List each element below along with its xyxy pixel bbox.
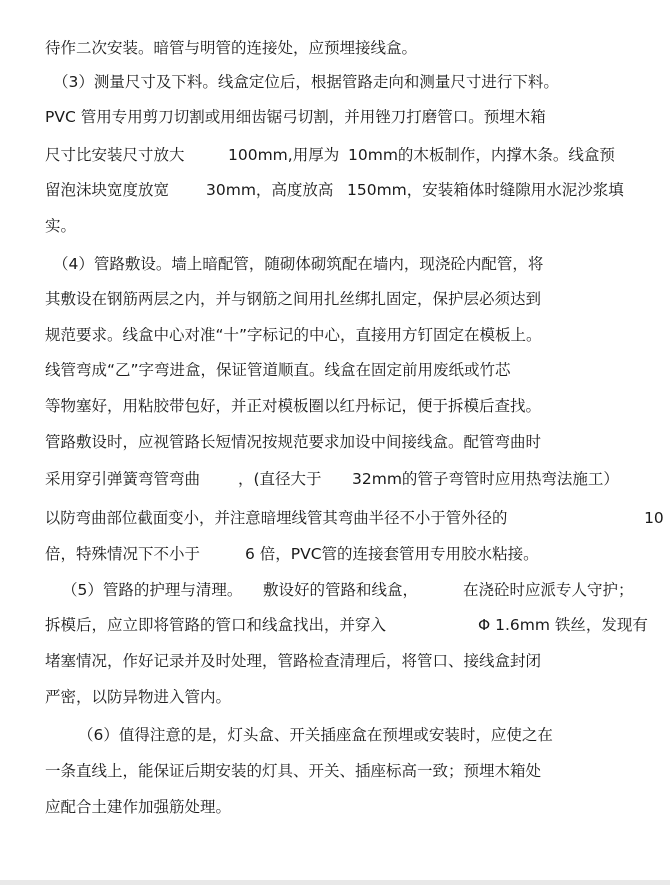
text-segment: ，(直径大于 bbox=[238, 470, 322, 488]
text-line bbox=[0, 357, 670, 383]
text-segment: 待作二次安装。暗管与明管的连接处，应预埋接线盒。 bbox=[45, 39, 418, 57]
text-segment: 规范要求。线盒中心对准“十”字标记的中心，直接用方钉固定在模板上。 bbox=[45, 326, 542, 344]
text-segment: 留泡沫块宽度放宽 bbox=[45, 181, 170, 199]
text-segment: 线管弯成“乙”字弯进盒，保证管道顺直。线盒在固定前用废纸或竹芯 bbox=[45, 361, 511, 379]
text-segment: 尺寸比安装尺寸放大 bbox=[45, 146, 185, 164]
text-line bbox=[0, 466, 670, 492]
text-segment: 30mm，高度放高 bbox=[206, 181, 334, 199]
text-segment: （4）管路敷设。墙上暗配管，随砌体砌筑配在墙内，现浇砼内配管，将 bbox=[53, 255, 544, 273]
text-segment: 10 bbox=[644, 509, 664, 527]
text-line bbox=[0, 35, 670, 61]
text-segment: PVC 管用专用剪刀切割或用细齿锯弓切割，并用锉刀打磨管口。预埋木箱 bbox=[45, 108, 546, 126]
text-segment: （5）管路的护理与清理。 bbox=[62, 581, 243, 599]
text-segment: Φ 1.6mm 铁丝，发现有 bbox=[478, 616, 648, 634]
text-line bbox=[0, 648, 670, 674]
text-segment: 以防弯曲部位截面变小，并注意暗埋线管其弯曲半径不小于管外径的 bbox=[44, 509, 508, 527]
text-segment: 采用穿引弹簧弯管弯曲 bbox=[45, 470, 201, 488]
text-segment: 实。 bbox=[45, 217, 77, 235]
text-segment: 管路敷设时，应视管路长短情况按规范要求加设中间接线盒。配管弯曲时 bbox=[45, 433, 542, 451]
text-line bbox=[0, 505, 670, 531]
text-segment: 150mm，安装箱体时缝隙用水泥沙浆填 bbox=[347, 181, 624, 199]
text-line bbox=[0, 541, 670, 567]
text-line bbox=[0, 322, 670, 348]
text-segment: 6 倍，PVC管的连接套管用专用胶水粘接。 bbox=[245, 545, 539, 563]
text-segment: 其敷设在钢筋两层之内，并与钢筋之间用扎丝绑扎固定，保护层必须达到 bbox=[45, 290, 542, 308]
text-segment: 倍，特殊情况下不小于 bbox=[45, 545, 201, 563]
text-line bbox=[0, 251, 670, 277]
text-segment: 拆模后，应立即将管路的管口和线盒找出，并穿入 bbox=[45, 616, 387, 634]
page-bottom-edge bbox=[0, 880, 670, 885]
text-line bbox=[0, 142, 670, 168]
text-line bbox=[0, 794, 670, 820]
text-segment: 100mm,用厚为 bbox=[228, 146, 340, 164]
text-line bbox=[0, 213, 670, 239]
text-line bbox=[0, 722, 670, 748]
text-line bbox=[0, 69, 670, 95]
text-line bbox=[0, 286, 670, 312]
text-segment: 在浇砼时应派专人守护； bbox=[463, 581, 634, 599]
text-line bbox=[0, 429, 670, 455]
text-line bbox=[0, 177, 670, 203]
text-segment: 10mm的木板制作，内撑木条。线盒预 bbox=[348, 146, 615, 164]
text-segment: 一条直线上，能保证后期安装的灯具、开关、插座标高一致；预埋木箱处 bbox=[45, 762, 542, 780]
text-line bbox=[0, 684, 670, 710]
text-line bbox=[0, 393, 670, 419]
text-line bbox=[0, 612, 670, 638]
text-segment: 32mm的管子弯管时应用热弯法施工） bbox=[352, 470, 619, 488]
text-segment: 堵塞情况，作好记录并及时处理，管路检查清理后，将管口、接线盒封闭 bbox=[45, 652, 542, 670]
text-segment: 敷设好的管路和线盒， bbox=[263, 581, 419, 599]
text-line bbox=[0, 758, 670, 784]
text-segment: 应配合土建作加强筋处理。 bbox=[45, 798, 232, 816]
text-segment: 严密，以防异物进入管内。 bbox=[45, 688, 232, 706]
text-line bbox=[0, 577, 670, 603]
text-segment: 等物塞好，用粘胶带包好，并正对模板圈以红丹标记，便于拆模后查找。 bbox=[45, 397, 542, 415]
text-line bbox=[0, 104, 670, 130]
text-segment: （3）测量尺寸及下料。线盒定位后，根据管路走向和测量尺寸进行下料。 bbox=[53, 73, 559, 91]
text-segment: （6）值得注意的是，灯头盒、开关插座盒在预埋或安装时，应使之在 bbox=[78, 726, 553, 744]
